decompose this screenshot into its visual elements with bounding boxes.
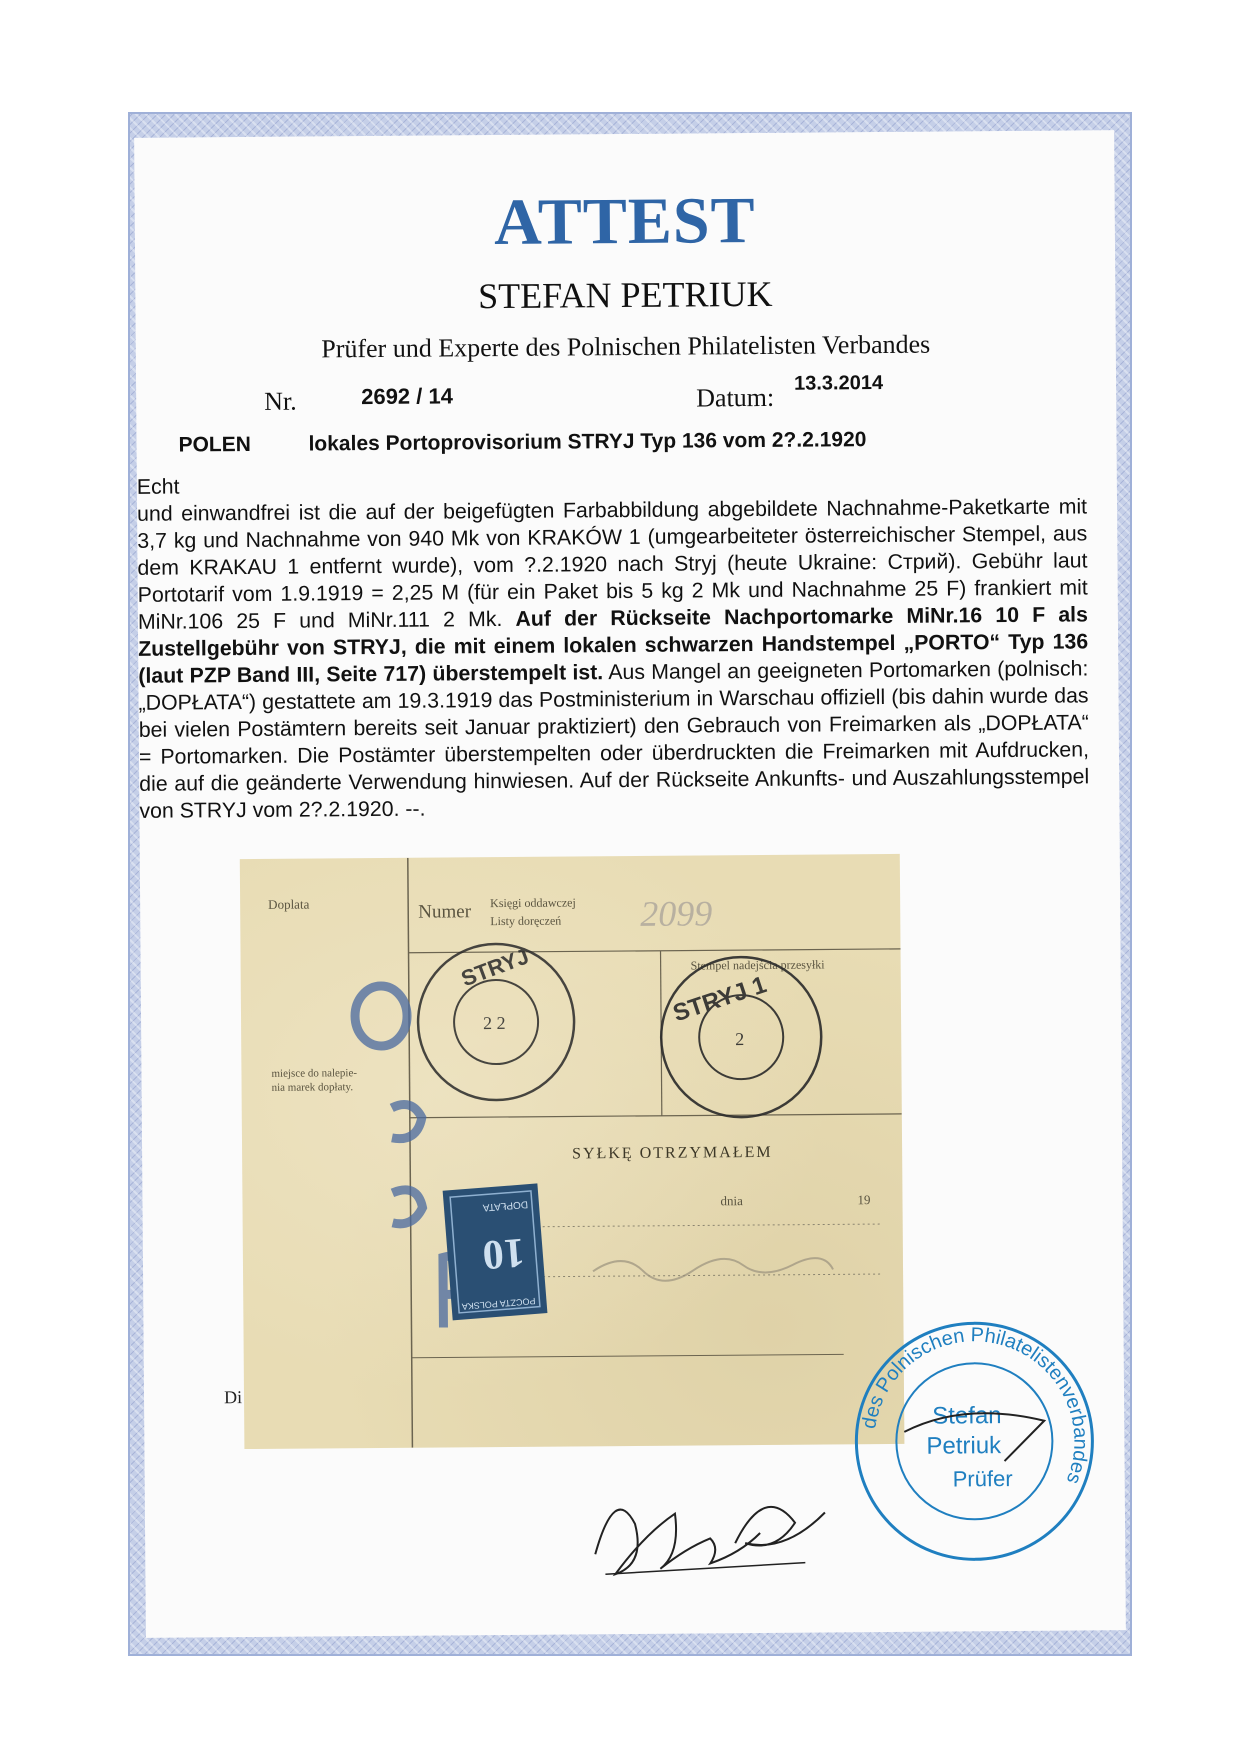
postage-due-stamp bbox=[443, 1183, 548, 1320]
parcel-card-photo bbox=[240, 854, 905, 1449]
body-bold-text: Auf der Rückseite Nachportomarke MiNr.16 10 F als Zustellgebühr von STRYJ, die mit einem lokalen schwarzen Handstempel „PORTO“ Typ 136 (laut PZP Band III, Seite 717) überstempelt ist. bbox=[138, 602, 1089, 688]
nr-label: Nr. bbox=[264, 386, 297, 416]
body-history: Aus Mangel an geeigneten Portomarken (polnisch: „DOPŁATA“) gestattete am 19.3.1919 das Postministerium in Warschau offiziell (bis dahin wurde das bei vielen Postämtern bereits seit Januar praktiziert) den Gebrauch von Freimarken als „DOPŁATA“ = Portomarken. Die Postämter überstempelten oder überdruckten die Freimarken mit Aufdrucken, die auf die geänderte Verwendung hinwiesen. Auf der Rückseite Ankunfts- und Auszahlungsstempel von STRYJ vom 2?.2.1920. --. bbox=[138, 656, 1090, 823]
miejsce-label-2: nia marek dopłaty. bbox=[271, 1081, 354, 1094]
parcel-card-drawing bbox=[240, 854, 905, 1449]
seal-ring-text: des Polnischen Philatelistenverbandes bbox=[858, 1324, 1092, 1487]
doplata-label: Doplata bbox=[268, 896, 310, 912]
date-label: Datum: bbox=[696, 382, 775, 413]
svg-text:STRYJ: STRYJ bbox=[457, 943, 533, 992]
examiner-name: STEFAN PETRIUK bbox=[478, 273, 773, 317]
subject-line bbox=[156, 426, 1096, 457]
stamp-value: 10 bbox=[480, 1228, 527, 1278]
subject-description: lokales Portoprovisorium STRYJ Typ 136 vom 2?.2.1920 bbox=[308, 428, 867, 456]
examiner-seal bbox=[843, 1310, 1105, 1572]
year-label: 19 bbox=[857, 1192, 871, 1208]
postmark-text: STRYJ 1 bbox=[669, 971, 770, 1028]
signature bbox=[585, 1472, 846, 1584]
ksiegi-label: Księgi oddawczej bbox=[490, 895, 576, 911]
nr-value: 2692 / 14 bbox=[361, 383, 454, 410]
examiner-role: Prüfer und Experte des Polnischen Philatelisten Verbandes bbox=[321, 329, 931, 364]
postmark-day: 2 bbox=[735, 1029, 745, 1050]
corner-text: Di bbox=[223, 1387, 243, 1408]
miejsce-label: miejsce do nalepie- bbox=[271, 1067, 358, 1080]
certificate-sheet bbox=[134, 130, 1126, 1638]
svg-text:2 2: 2 2 bbox=[483, 1012, 506, 1034]
pencil-number: 2099 bbox=[640, 893, 713, 934]
dnia-label: dnia bbox=[720, 1193, 743, 1209]
certificate-title: ATTEST bbox=[493, 183, 756, 260]
numer-label: Numer bbox=[418, 901, 472, 923]
body-description: und einwandfrei ist die auf der beigefügten Farbabbildung abgebildete Nachnahme-Paketkarte mit 3,7 kg und Nachnahme von 940 Mk von KRAKÓW 1 (umgearbeiteter österreichischer Stempel, aus dem KRAKAU 1 entfernt wurde), vom ?.2.1920 nach Stryj (heute Ukraine: Стрий). Gebühr laut Portotarif vom 1.9.1919 = 2,25 M (für ein Paket bis 5 kg 2 Mk und Nachnahme 25 F) frankiert mit MiNr.106 25 F und MiNr.111 2 Mk. bbox=[136, 494, 1088, 634]
seal-name-2: Petriuk bbox=[926, 1432, 1002, 1460]
sylke-label: SYŁKĘ OTRZYMAŁEM bbox=[572, 1143, 773, 1163]
listy-label: Listy doręczeń bbox=[490, 913, 562, 929]
certificate-body bbox=[137, 466, 1090, 824]
stamp-label-bottom: POCZTA POLSKA bbox=[461, 1295, 536, 1312]
postmark-stryj-left bbox=[417, 943, 574, 1101]
body-verdict: Echt bbox=[136, 474, 180, 499]
stempel-label: Stempel nadejścia przesyłki bbox=[690, 957, 825, 973]
country: POLEN bbox=[178, 432, 251, 457]
postmark-stryj-right bbox=[661, 957, 822, 1118]
seal-role: Prüfer bbox=[952, 1466, 1013, 1492]
stamp-label-top: DOPŁATA bbox=[482, 1198, 529, 1213]
seal-name-1: Stefan bbox=[932, 1402, 1002, 1430]
date-value: 13.3.2014 bbox=[793, 371, 884, 395]
body-paragraph bbox=[137, 493, 1090, 824]
